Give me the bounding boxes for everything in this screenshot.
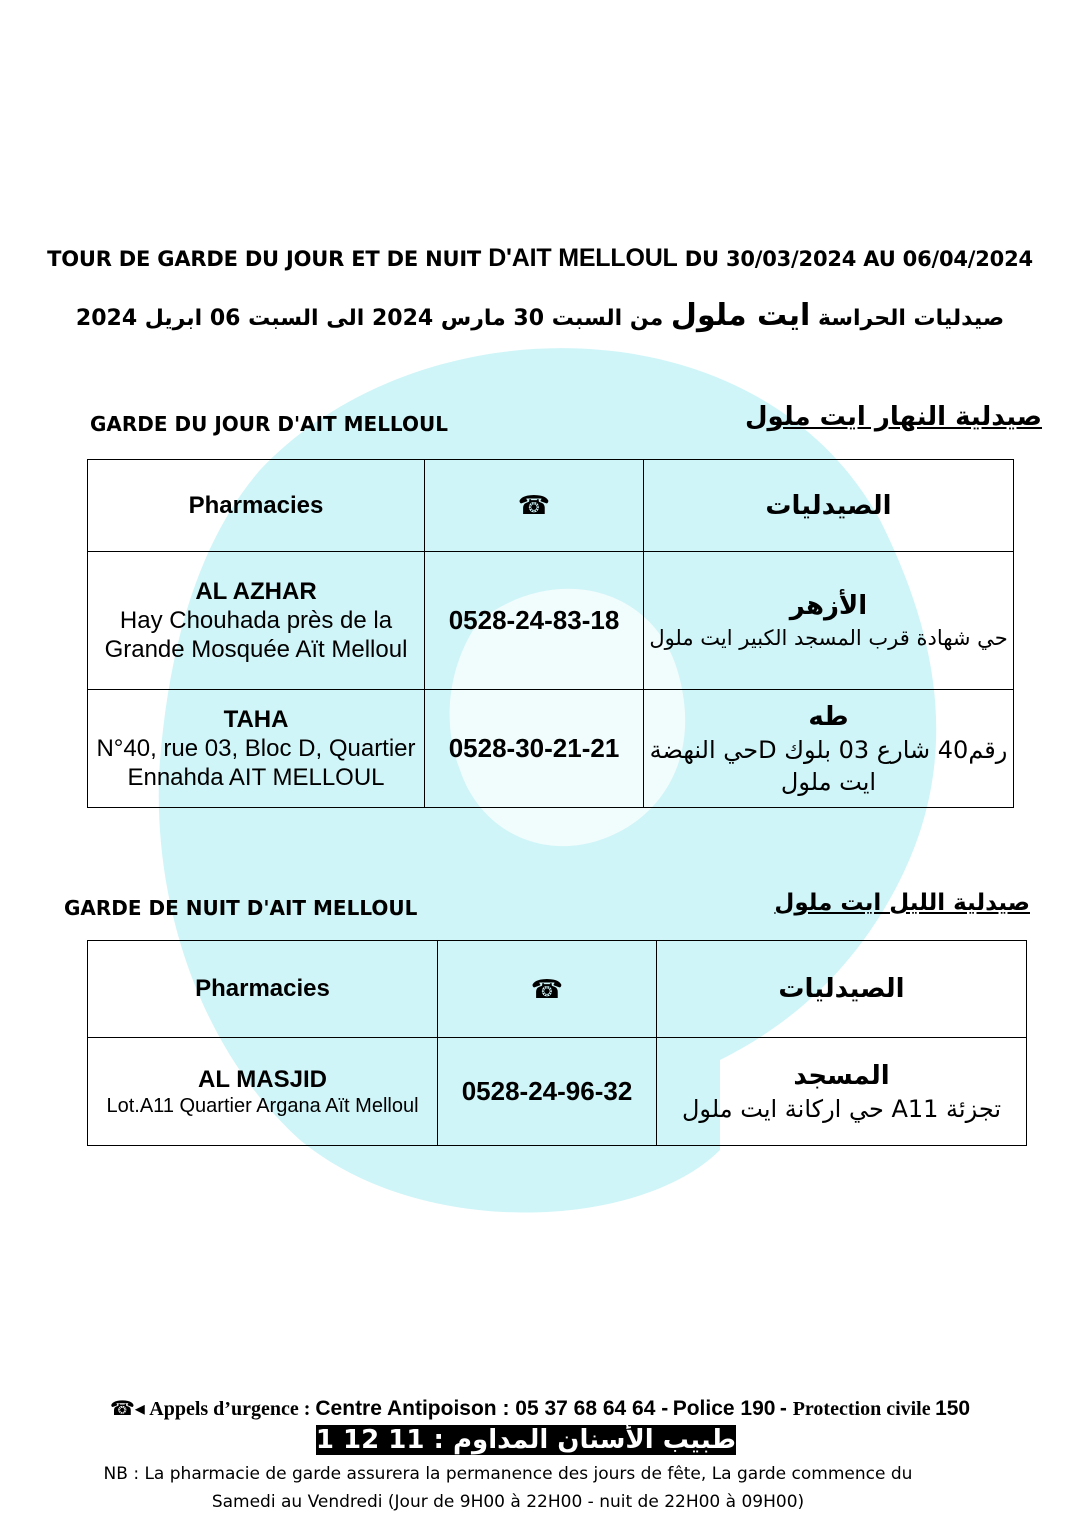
pharmacy-address-ar: حي شهادة قرب المسجد الكبير ايت ملول: [649, 625, 1008, 650]
col-pharmacies: Pharmacies: [88, 941, 438, 1038]
dentist-banner: طبيب الأسنان المداوم : 11 12 11 08 06: [207, 1425, 736, 1455]
col-phone: [425, 460, 644, 552]
pharmacy-cell-ar: [657, 1038, 1027, 1146]
pharmacy-address: Hay Chouhada près de la Grande Mosquée Aït Melloul: [104, 607, 408, 663]
antipoison-number: Centre Antipoison : 05 37 68 64 64 -: [315, 1397, 669, 1420]
pharmacy-address-ar: رقم40 شارع 03 بلوك Dحي النهضة ايت ملول: [649, 735, 1008, 796]
day-pharmacy-table: [87, 459, 1014, 808]
emergency-line: ☎◂ Appels d’urgence : Centre Antipoison : 05 37 68 64 64 - Police 190 - Protection civile 150: [109, 1397, 971, 1420]
title-fr-post: DU 30/03/2024 AU 06/04/2024: [684, 247, 1033, 271]
day-heading-fr: GARDE DU JOUR D'AIT MELLOUL: [90, 412, 448, 436]
pharmacy-cell-ar: [644, 690, 1014, 808]
pharmacy-name-ar: طه: [808, 701, 849, 732]
pharmacy-cell: [88, 552, 425, 690]
night-pharmacy-table: [87, 940, 1027, 1146]
pharmacy-phone: 0528-24-83-18: [425, 552, 644, 690]
title-french: [0, 244, 1080, 273]
pharmacy-cell-ar: [644, 552, 1014, 690]
table-row: [88, 690, 1014, 808]
pharmacy-cell: [88, 690, 425, 808]
title-fr-pre: TOUR DE GARDE DU JOUR ET DE NUIT: [47, 247, 482, 271]
night-heading-ar: صيدلية الليل ايت ملول: [774, 890, 1030, 916]
pharmacy-name: TAHA: [223, 706, 289, 733]
telephone-icon: ☎: [517, 490, 551, 520]
title-ar-city: ايت ملول: [670, 298, 811, 333]
col-arabic: الصيدليات: [644, 460, 1014, 552]
pharmacy-name-ar: الأزهر: [789, 590, 868, 621]
emergency-label: Appels d’urgence: [149, 1398, 299, 1420]
pharmacy-phone: 0528-30-21-21: [425, 690, 644, 808]
table-row: [88, 1038, 1027, 1146]
emergency-phone-icon: ☎◂: [109, 1398, 145, 1420]
table-row: [88, 552, 1014, 690]
protection-label: Protection civile: [792, 1398, 931, 1420]
table-header-row: [88, 460, 1014, 552]
col-arabic: الصيدليات: [657, 941, 1027, 1038]
title-ar-pre: صيدليات الحراسة: [818, 306, 1005, 331]
pharmacy-address: N°40, rue 03, Bloc D, Quartier Ennahda AIT MELLOUL: [96, 735, 416, 791]
telephone-icon: ☎: [530, 973, 564, 1004]
day-heading-ar: صيدلية النهار ايت ملول: [744, 402, 1042, 432]
pharmacy-name-ar: المسجد: [793, 1060, 890, 1091]
title-fr-city: D'AIT MELLOUL: [488, 244, 678, 272]
pharmacy-address: Lot.A11 Quartier Argana Aït Melloul: [106, 1094, 419, 1117]
nb-note: [0, 1460, 1016, 1516]
pharmacy-address-ar: تجزئة A11 حي اركانة ايت ملول: [681, 1094, 1001, 1123]
pharmacy-name: AL AZHAR: [195, 578, 317, 605]
pharmacy-cell: [88, 1038, 438, 1146]
table-header-row: [88, 941, 1027, 1038]
nb-line-1: NB : La pharmacie de garde assurera la permanence des jours de fête, La garde commence du: [103, 1464, 913, 1484]
protection-number: 150: [935, 1397, 971, 1420]
police-number: Police 190: [672, 1397, 776, 1420]
pharmacy-name: AL MASJID: [198, 1065, 327, 1093]
col-phone: [438, 941, 657, 1038]
night-heading-fr: GARDE DE NUIT D'AIT MELLOUL: [64, 896, 418, 920]
pharmacy-phone: 0528-24-96-32: [438, 1038, 657, 1146]
title-arabic: [0, 298, 1080, 333]
nb-line-2: Samedi au Vendredi (Jour de 9H00 à 22H00 - nuit de 22H00 à 09H00): [211, 1492, 805, 1512]
title-ar-post: من السبت 30 مارس 2024 الى السبت 06 ابريل 2024: [75, 306, 664, 331]
col-pharmacies: Pharmacies: [88, 460, 425, 552]
